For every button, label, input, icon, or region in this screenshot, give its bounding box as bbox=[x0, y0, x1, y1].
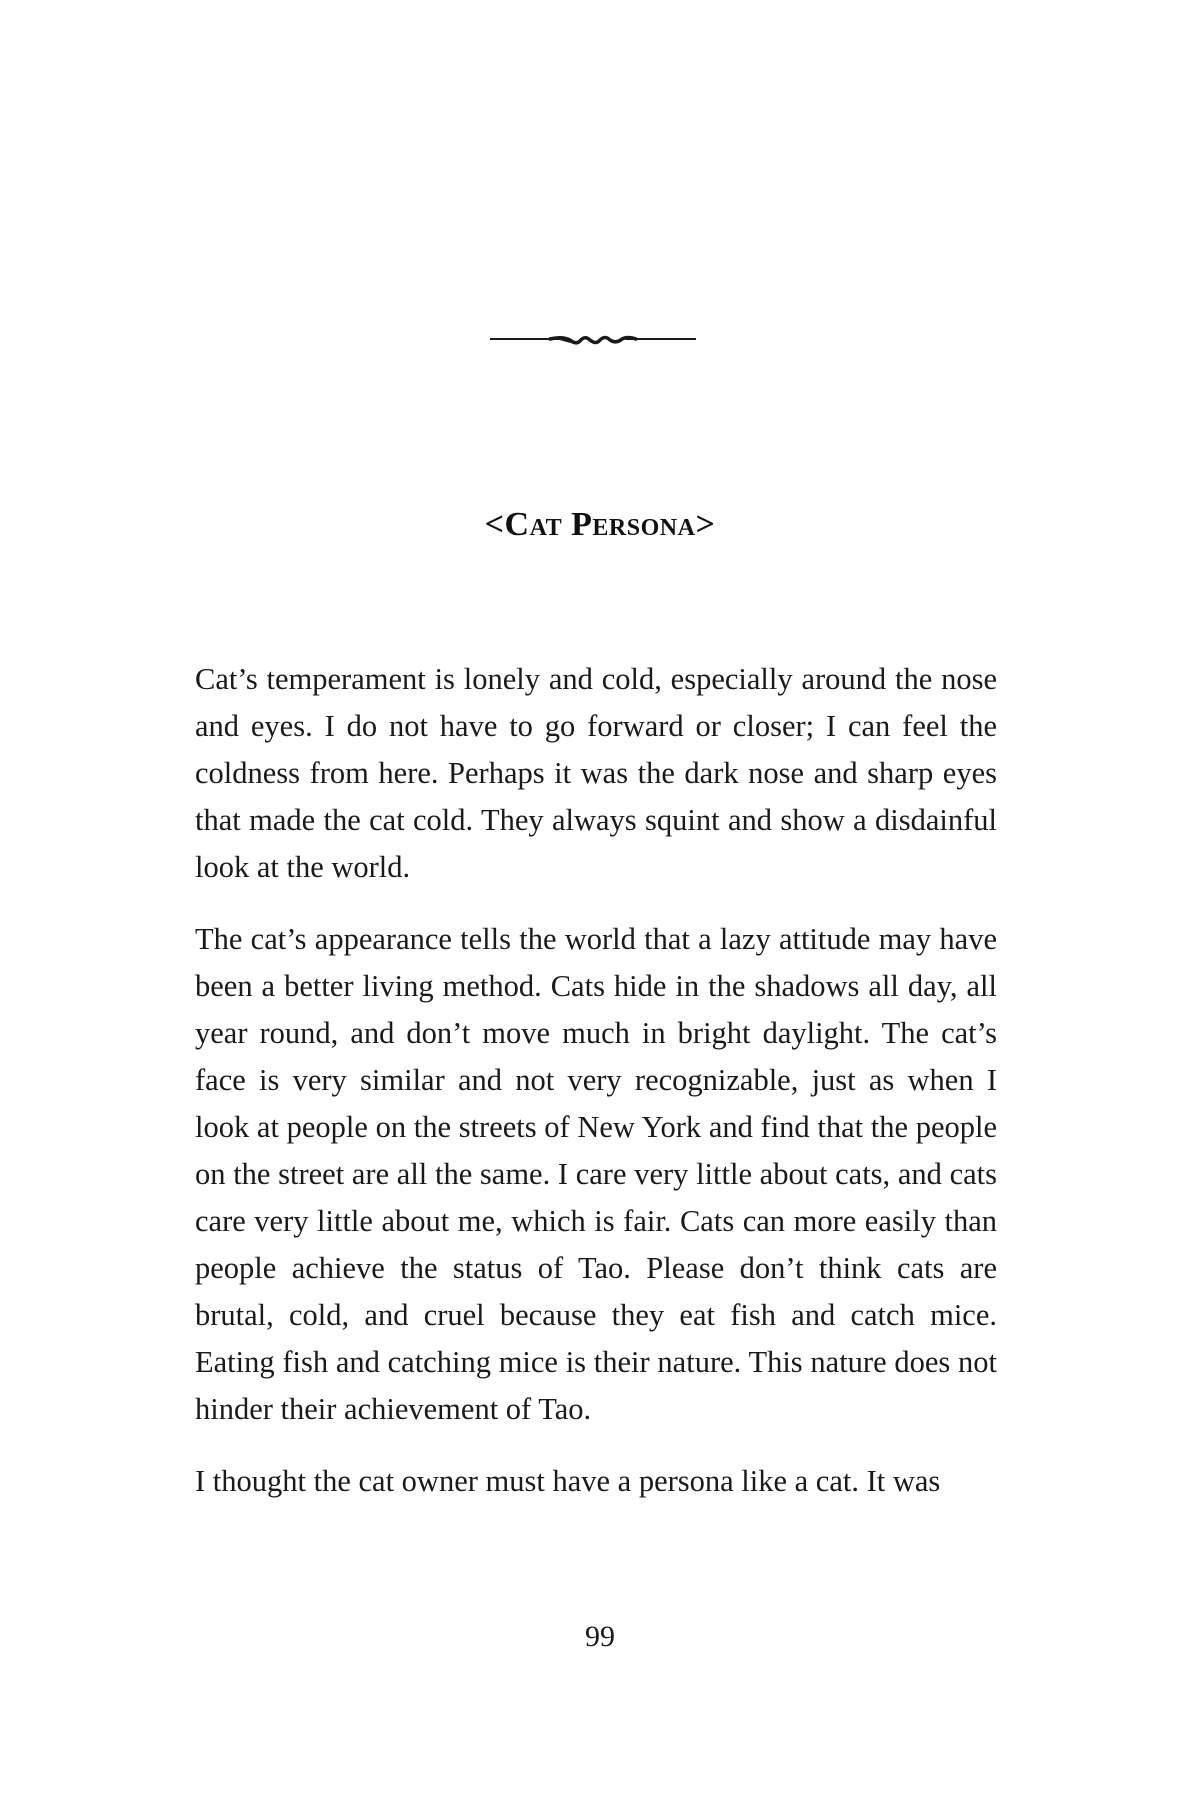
chapter-title: <Cat Persona> bbox=[484, 506, 716, 543]
paragraph: I thought the cat owner must have a persona like a cat. It was bbox=[195, 1464, 941, 1498]
paragraph: The cat’s appearance tells the world that a lazy attitude may have been a better living method. Cats hide in the shadows all day, all year round, and don’t move much in bright daylight. The cat’s face is very similar and not very recognizable, just as when I look at people on the streets of New York and find that the people on the street are all the same. I care very little about cats, and cats care very little about me, which is fair. Cats can more easily than people achieve the status of Tao. Please don’t think cats are brutal, cold, and cruel because they eat fish and catch mice. Eating fish and catching mice is their nature. This nature does not hinder their achievement of Tao. bbox=[195, 922, 997, 1426]
body-text bbox=[195, 656, 997, 1530]
paragraph: Cat’s temperament is lonely and cold, especially around the nose and eyes. I do not have to go forward or closer; I can feel the coldness from here. Perhaps it was the dark nose and sharp eyes that made the cat cold. They always squint and show a disdainful look at the world. bbox=[195, 662, 997, 884]
page-number: 99 bbox=[585, 1620, 615, 1653]
flourish-divider-icon bbox=[490, 327, 696, 351]
